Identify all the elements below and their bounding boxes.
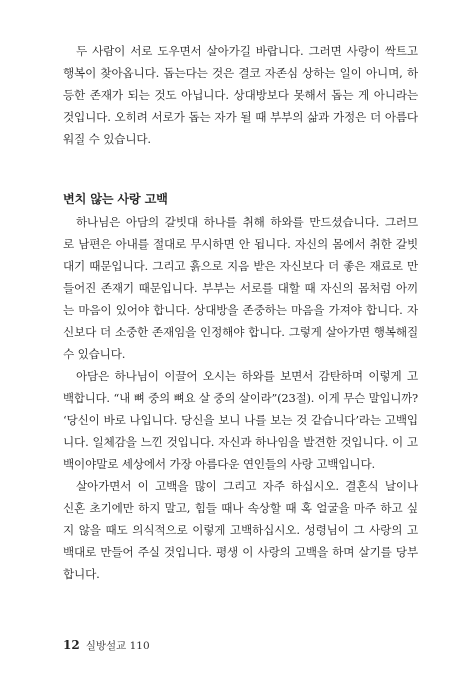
running-title: 실방설교 110 [85, 640, 150, 652]
paragraph-line: 합니다. [63, 567, 100, 581]
page-number: 12 [63, 638, 80, 652]
paragraph-line: 워질 수 있습니다. [63, 132, 151, 146]
paragraph-line: 신보다 더 소중한 존재임을 인정해야 합니다. 그렇게 살아가면 행복해질 [63, 325, 418, 339]
paragraph-line: 로 남편은 아내를 절대로 무시하면 안 됩니다. 자신의 몸에서 취한 갈빗 [63, 237, 418, 251]
paragraph-line: 는 마음이 있어야 합니다. 상대방을 존중하는 마음을 가져야 합니다. 자 [63, 303, 418, 317]
paragraph-3 [63, 365, 418, 475]
paragraph-line: 백대로 만들어 주실 것입니다. 평생 이 사랑의 고백을 하며 살기를 당부 [63, 545, 418, 559]
paragraph-line: 백이야말로 세상에서 가장 아름다운 연인들의 사랑 고백입니다. [63, 457, 376, 471]
paragraph-line: 두 사람이 서로 도우면서 살아가길 바랍니다. 그러면 사랑이 싹트고 [76, 44, 418, 58]
page-footer [63, 635, 150, 653]
paragraph-2 [63, 211, 418, 365]
paragraph-line: 대기 때문입니다. 그리고 흙으로 지음 받은 자신보다 더 좋은 재료로 만 [63, 259, 418, 273]
paragraph-line: 수 있습니다. [63, 347, 126, 361]
paragraph-line: 살아가면서 이 고백을 많이 그리고 자주 하십시오. 결혼식 날이나 [76, 479, 418, 493]
paragraph-line: 신혼 초기에만 하지 말고, 힘들 때나 속상할 때 혹 얼굴을 마주 하고 싶 [63, 501, 418, 515]
paragraph-line: 지 않을 때도 의식적으로 이렇게 고백하십시오. 성령님이 그 사랑의 고 [63, 523, 418, 537]
paragraph-line: 하나님은 아담의 갈빗대 하나를 취해 하와를 만드셨습니다. 그러므 [76, 215, 418, 229]
paragraph-line: 행복이 찾아옵니다. 돕는다는 것은 결코 자존심 상하는 일이 아니며, 하 [63, 66, 418, 80]
paragraph-line: 들어진 존재기 때문입니다. 부부는 서로를 대할 때 자신의 몸처럼 아끼 [63, 281, 418, 295]
paragraph-line: 니다. 일체감을 느낀 것입니다. 자신과 하나임을 발견한 것입니다. 이 고 [63, 435, 418, 449]
paragraph-4 [63, 475, 418, 585]
paragraph-line: 아담은 하나님이 이끌어 오시는 하와를 보면서 감탄하며 이렇게 고 [76, 369, 418, 383]
section-heading: 변치 않는 사랑 고백 [63, 192, 168, 206]
paragraph-line: 백합니다. “내 뼈 중의 뼈요 살 중의 살이라”(23절). 이게 무슨 말입니까? [63, 391, 418, 405]
paragraph-line: 것입니다. 오히려 서로가 돕는 자가 될 때 부부의 삶과 가정은 더 아름다 [63, 110, 418, 124]
paragraph-line: 등한 존재가 되는 것도 아닙니다. 상대방보다 못해서 돕는 게 아니라는 [63, 88, 418, 102]
paragraph-line: ‘당신이 바로 나입니다. 당신을 보니 나를 보는 것 같습니다’라는 고백입 [63, 413, 418, 427]
paragraph-1 [63, 40, 418, 150]
